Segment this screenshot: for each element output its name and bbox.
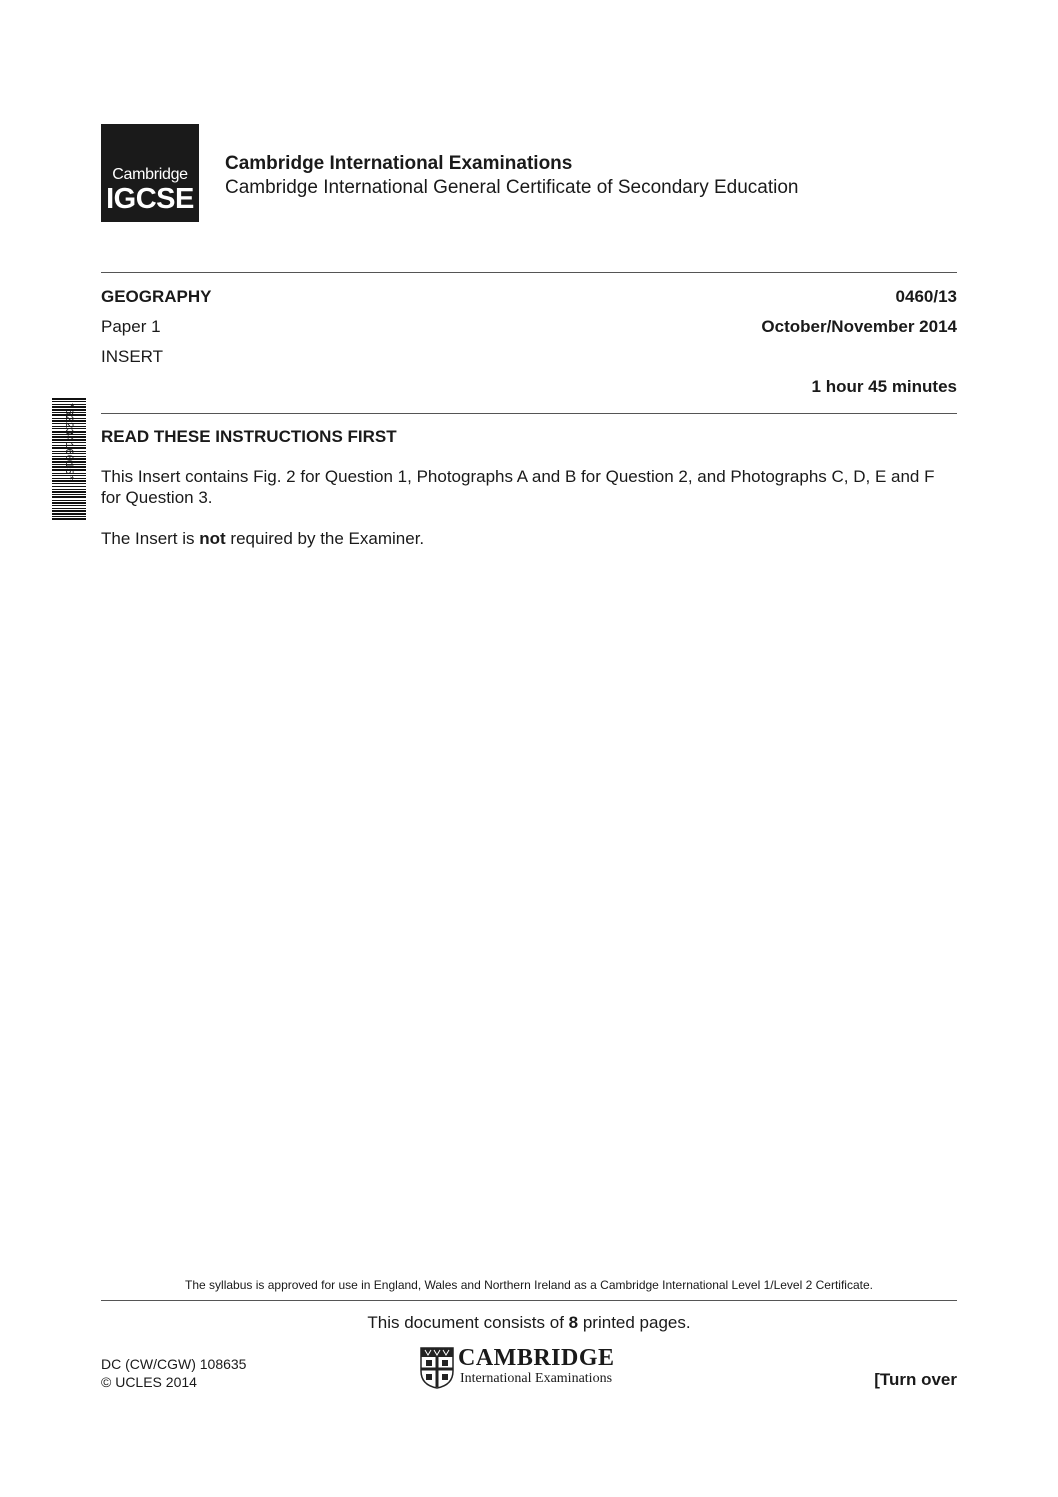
header-rule <box>101 272 957 273</box>
org-name: Cambridge International Examinations <box>225 153 573 174</box>
document-codes <box>101 1355 246 1391</box>
copyright: © UCLES 2014 <box>101 1374 197 1390</box>
pages-text-start: This document consists of <box>367 1313 569 1332</box>
logo-bottom-text: IGCSE <box>106 183 194 215</box>
cambridge-crest-icon <box>420 1347 454 1389</box>
pages-number: 8 <box>568 1313 579 1332</box>
barcode <box>28 398 88 600</box>
subject: GEOGRAPHY <box>101 287 212 306</box>
instructions-rule <box>101 413 957 414</box>
pages-text-end: printed pages. <box>578 1313 691 1332</box>
duration: 1 hour 45 minutes <box>811 377 957 396</box>
footer-rule <box>101 1300 957 1301</box>
para2-text-end: required by the Examiner. <box>225 529 425 548</box>
logo-top-text: Cambridge <box>112 166 188 183</box>
session: October/November 2014 <box>761 317 957 336</box>
para2-text-start: The Insert is <box>101 529 200 548</box>
org-subtitle: Cambridge International General Certificate of Secondary Education <box>225 177 799 198</box>
paper-type: INSERT <box>101 347 164 366</box>
instructions-heading: READ THESE INSTRUCTIONS FIRST <box>101 427 397 446</box>
para2-bold: not <box>199 529 226 548</box>
paper-number: Paper 1 <box>101 317 161 336</box>
cambridge-wordmark-sub: International Examinations <box>460 1371 613 1386</box>
paper-code: 0460/13 <box>895 287 957 306</box>
doc-code: DC (CW/CGW) 108635 <box>101 1356 247 1372</box>
cambridge-igcse-logo <box>101 124 199 222</box>
turn-over: [Turn over <box>874 1370 957 1389</box>
page-count <box>101 1313 957 1333</box>
barcode-text: *6223416015* <box>62 402 74 482</box>
cambridge-wordmark: CAMBRIDGE <box>458 1345 615 1371</box>
instructions-paragraph-1: This Insert contains Fig. 2 for Question 1, Photographs A and B for Question 2, and Photographs C, D, E and F for Question 3. <box>101 467 935 507</box>
syllabus-note: The syllabus is approved for use in England, Wales and Northern Ireland as a Cambridge International Level 1/Level 2 Certificate. <box>185 1278 873 1292</box>
instructions-paragraph-2 <box>101 528 959 549</box>
